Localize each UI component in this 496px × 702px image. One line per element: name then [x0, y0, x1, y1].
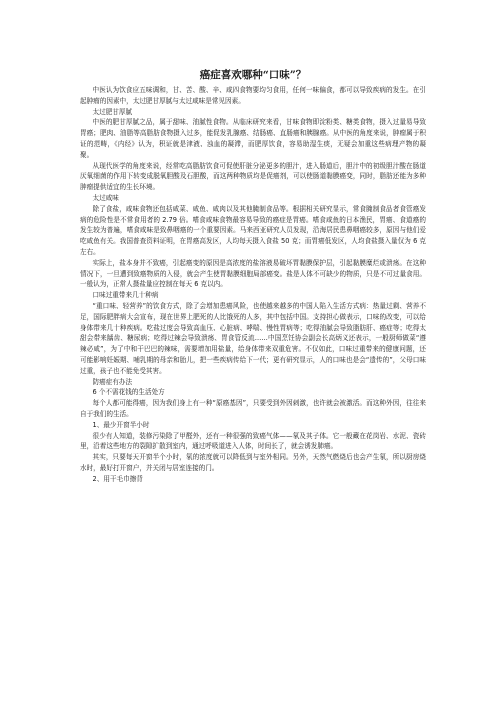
paragraph-radon: 很少有人知道，装修污染除了甲醛外，还有一种很强的致癌气体——氡及其子体。它一般藏在花岗岩、水泥、瓷砖里，沿着这些地方的裂隙扩散到室内，通过呼吸道进入人体，时间长了，就会诱发肺癌。 — [80, 431, 426, 451]
section-heading-fatty-food: 太过肥甘厚腻 — [92, 107, 133, 116]
paragraph-salty-food-research: 除了食盐，咸味食物还包括咸菜、咸鱼、咸肉以及其他腌制食品等。根据相关研究显示，常食腌制食品者食管癌发病的危险性是不常食用者的 2.79 倍。嗜食咸味食物最容易导致的癌症是胃癌。嗜食咸鱼的日本渔民，胃癌、食道癌的发生较为普遍，嗜食咸味是致鼻咽癌的一个重要因素。马来西亚研究人员发现，沿海居民患鼻咽癌较多，原因与他们爱吃咸鱼有关。我国普查资料证明，在胃癌高发区，人均每天摄入食盐 50 克；而胃癌低发区，人均食盐摄入量仅为 6 克左右。 — [80, 204, 426, 256]
paragraph-fatty-food-modern: 从现代医学的角度来说，经常吃高脂肪饮食可促使肝脏分泌更多的胆汁，进入肠道后，胆汁中的初级胆汁酸在肠道厌氧细菌的作用下转变成脱氧胆酸及石胆酸，而这两种物质均是促癌剂，可以使肠道黏膜癌变，同时，脂肪还能为多种肿瘤提供适宜的生长环境。 — [80, 161, 426, 192]
section-heading-heavy-taste: 口味过重带来几十种病 — [92, 291, 159, 300]
subheading-six-prescriptions: 6 个不需花钱的生活处方 — [92, 388, 165, 397]
section-heading-prevention: 防癌症有办法 — [92, 377, 133, 386]
paragraph-salt-mechanism: 实际上，盐本身并不致癌，引起癌变的原因是高浓度的盐溶液易破坏胃黏膜保护层，引起黏膜糜烂或溃疡。在这种情况下，一旦遭到致癌物质的入侵，就会产生使胃黏膜细胞局部癌变。盐是人体不可缺少的物质，只是不可过量食用。一般认为，正常人摄盐量应控制在每天 6 克以内。 — [80, 258, 426, 289]
paragraph-oncogene: 每个人都可能得癌，因为我们身上有一种“原癌基因”，只要受到外因刺激，也许就会被激活。而这种外因，往往来自于我们的生活。 — [80, 399, 426, 418]
tip-heading-dry-towel: 2、用干毛巾擦背 — [92, 474, 143, 483]
document-body — [80, 85, 426, 484]
paragraph-ventilation: 其实，只要每天开窗半个小时，氡的浓度就可以降低到与室外相同。另外，天然气燃烧后也会产生氡，所以厨房烧水时，最好打开窗户，并关闭与居室连接的门。 — [80, 453, 426, 472]
paragraph-heavy-taste: “重口味、轻营养”的饮食方式，除了会增加患癌风险，也使越来越多的中国人陷入生活方式病：热量过剩、营养不足，国际肥胖病大会宣布，现在世界上肥死的人比饿死的人多，其中包括中国。支持担心做表示，口味的改变，可以给身体带来几十种疾病。吃盐过度会导致高血压、心脏病、哮喘、慢性胃病等；吃得油腻会导致脂肪肝、癌症等；吃得太甜会带来龋齿、糖尿病；吃得过辣会导致溃疡、胃食管反流……中国烹饪协会副会长高炳义还表示，一般厨师做菜“遵辣必咸”，为了中和干巴巴的辣味，需要增加用盐量，给身体带来双重危害。不仅如此，口味过重带来的健康问题，还可能影响妊娠期、哺乳期的母亲和胎儿，把一些疾病传给下一代；更有研究显示，人的口味也是会“遗传的”，父母口味过重，孩子也不能免受其害。 — [80, 301, 426, 375]
section-heading-salty-food: 太过咸味 — [92, 193, 119, 202]
document-title: 癌症喜欢哪种“口味”？ — [199, 69, 307, 81]
tip-heading-open-window: 1、最少开窗半小时 — [92, 420, 150, 429]
paragraph-intro: 中医认为饮食应五味调和，甘、苦、酸、辛、咸四食物要均匀食用，任何一味偏食，都可以导致疾病的发生。在引起肿瘤的因素中，太过肥甘厚腻与太过咸味是常见因素。 — [80, 86, 426, 105]
paragraph-fatty-food-tcm: 中医的肥甘厚腻之品，属于甜味、油腻性食物。从临床研究来看，甘味食物即淀粉类、糖类食物，摄入过量易导致胃癌；肥肉、油脂等高脂肪食物摄入过多，能促发乳腺癌、结肠癌、直肠癌和胰腺癌。从中医的角度来说，肿瘤属于积证的范畴，《内经》认为，积证就是津液、浊血的凝滞，而肥厚饮食，容易助湿生痰，无疑会加重这些病理产物的凝聚。 — [80, 118, 426, 159]
